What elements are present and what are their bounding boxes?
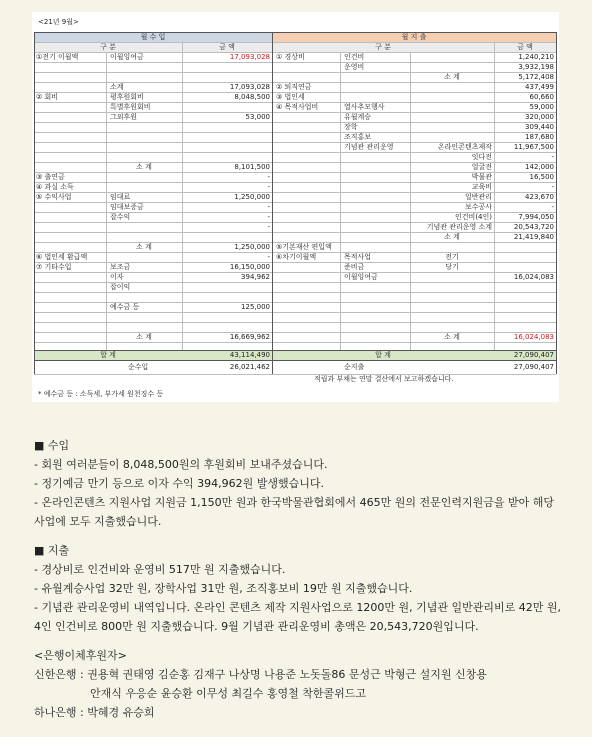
expense-amount: 11,967,500	[513, 143, 554, 151]
expense-heading: ■ 지출	[34, 544, 70, 557]
income-note: - 정기예금 만기 등으로 이자 수익 394,962원 발생했습니다.	[34, 477, 324, 490]
income-subtotal-label: 소 계	[136, 243, 152, 251]
expense-item: 운영비	[344, 63, 365, 71]
income-amount: -	[267, 213, 270, 221]
expense-amount: 16,024,083	[513, 273, 554, 281]
expense-category: ④ 목적사업비	[276, 103, 319, 111]
net-expense-amount: 27,090,407	[513, 363, 554, 371]
net-expense-label: 순지출	[344, 363, 365, 371]
expense-subitem: 교육비	[471, 183, 492, 191]
expense-subitem: 당기	[445, 263, 459, 271]
income-category: ② 회비	[36, 93, 59, 101]
income-amount: 16,669,962	[229, 333, 270, 341]
expense-subtotal-label: 기념관 관리운영 소계	[426, 223, 492, 231]
expense-item: 이월잉여금	[344, 273, 378, 281]
income-amount: 53,000	[245, 113, 270, 121]
expense-item: 준비금	[344, 263, 365, 271]
expense-subitem: 얼굴전	[471, 163, 492, 171]
expense-subitem: 일반관리	[464, 193, 492, 201]
income-item: 소계	[110, 83, 124, 91]
income-note: - 회원 여러분들이 8,048,500원의 후원회비 보내주셨습니다.	[34, 458, 328, 471]
expense-amount: 320,000	[525, 113, 554, 121]
expense-amount: 60,660	[529, 93, 554, 101]
expense-amount: 423,670	[525, 193, 554, 201]
income-col-amount: 금 액	[219, 43, 235, 51]
income-amount: 8,048,500	[234, 93, 270, 101]
income-item: 임대료	[110, 193, 131, 201]
expense-item: 유월계승	[344, 113, 372, 121]
expense-amount: 309,440	[525, 123, 554, 131]
expense-amount: 3,932,198	[518, 63, 554, 71]
income-category: ④ 과실 소득	[36, 183, 74, 191]
income-note: - 온라인콘텐츠 지원사업 지원금 1,150만 원과 한국박물관협회에서 465만 원의 전문인력지원금을 받아 해당 사업에 모두 지출했습니다.	[34, 496, 554, 528]
expense-amount: 437,499	[525, 83, 554, 91]
income-amount: 394,962	[241, 273, 270, 281]
donor-list-hana: 하나은행 : 박혜경 유승희	[34, 706, 155, 719]
income-category: ⑥ 법인세 환급액	[36, 253, 88, 261]
expense-amount: 16,024,083	[513, 333, 554, 341]
expense-subitem: 인건비(4인)	[455, 213, 492, 221]
sheet-footnote: * 예수금 등 : 소득세, 부가세 원천징수 등	[38, 390, 164, 398]
expense-subtotal-label: 소 계	[444, 233, 460, 241]
expense-item: 목적사업	[344, 253, 372, 261]
income-category: ⑤ 수익사업	[36, 193, 72, 201]
net-income-amount: 26,021,462	[229, 363, 270, 371]
expense-total-label: 합 계	[375, 351, 391, 359]
income-item: 예수금 등	[110, 303, 140, 311]
expense-amount: 16,500	[529, 173, 554, 181]
expense-subitem: 온라인콘텐츠제작	[437, 143, 492, 151]
expense-col-item: 구 분	[375, 43, 391, 51]
income-amount: -	[267, 253, 270, 261]
income-total-amount: 43,114,490	[229, 351, 270, 359]
income-amount: 8,101,500	[234, 163, 270, 171]
income-amount: 1,250,000	[234, 243, 270, 251]
income-amount: 17,093,028	[229, 83, 270, 91]
income-subtotal-label: 소 계	[136, 333, 152, 341]
expense-subitem: 잇다전	[471, 153, 492, 161]
income-amount: -	[267, 183, 270, 191]
income-subtotal-label: 소 계	[136, 163, 152, 171]
expense-note: - 경상비로 인건비와 운영비 517만 원 지출했습니다.	[34, 563, 286, 576]
income-category: ①전기 이월액	[36, 53, 79, 61]
expense-amount: 20,543,720	[513, 223, 554, 231]
income-item: 임대보증금	[110, 203, 144, 211]
income-item: 특별후원회비	[110, 103, 151, 111]
income-total-label: 합 계	[100, 351, 116, 359]
expense-subtotal-label: 소 계	[444, 73, 460, 81]
report-note: 적립과 부채는 연말 결산에서 보고하겠습니다.	[314, 375, 454, 383]
expense-note: - 기념관 관리운영비 내역입니다. 온라인 콘텐츠 제작 지원사업으로 1200만 원, 기념관 일반관리비로 42만 원, 4인 인건비로 800만 원 지출했습니다. 9월 기념관 관리운영비 총액은 20,543,720원입니다.	[34, 601, 561, 633]
expense-section-title: 월 지 출	[401, 33, 427, 41]
income-item: 잡이익	[110, 283, 131, 291]
income-col-item: 구 분	[100, 43, 116, 51]
expense-amount: 187,680	[525, 133, 554, 141]
expense-item: 인건비	[344, 53, 365, 61]
expense-amount: 21,419,840	[513, 233, 554, 241]
income-category: ③ 출연금	[36, 173, 65, 181]
income-item: 평후원회비	[110, 93, 144, 101]
income-item: 잡수익	[110, 213, 131, 221]
income-amount: -	[267, 203, 270, 211]
income-amount: 125,000	[241, 303, 270, 311]
expense-amount: 5,172,408	[518, 73, 554, 81]
expense-amount: 59,000	[529, 103, 554, 111]
expense-category: ⑤기본재산 편입액	[276, 243, 332, 251]
expense-category: ② 퇴직연금	[276, 83, 312, 91]
expense-amount: -	[551, 183, 554, 191]
expense-category: ① 경상비	[276, 53, 305, 61]
expense-total-amount: 27,090,407	[513, 351, 554, 359]
income-amount: -	[267, 223, 270, 231]
income-section-title: 월 수 입	[140, 33, 166, 41]
expense-item: 기념관 관리운영	[344, 143, 394, 151]
month-label: <21년 9월>	[38, 18, 79, 26]
expense-amount: -	[551, 153, 554, 161]
expense-amount: 7,994,050	[518, 213, 554, 221]
net-income-label: 순수입	[128, 363, 149, 371]
expense-amount: 1,240,210	[518, 53, 554, 61]
expense-category: ⑥차기이월액	[276, 253, 317, 261]
expense-subitem: 박물관	[471, 173, 492, 181]
expense-item: 조직홍보	[344, 133, 372, 141]
expense-col-amount: 금 액	[517, 43, 533, 51]
donor-heading: <은행이체후원자>	[34, 649, 127, 662]
income-item: 보조금	[110, 263, 131, 271]
income-amount: 17,093,028	[229, 53, 270, 61]
expense-item: 장학	[344, 123, 358, 131]
expense-item: 열사추모행사	[344, 103, 385, 111]
income-item: 이자	[110, 273, 124, 281]
expense-category: ③ 법인세	[276, 93, 305, 101]
expense-subitem: 보수공사	[464, 203, 492, 211]
income-amount: 16,150,000	[229, 263, 270, 271]
expense-subtotal-label: 소 계	[444, 333, 460, 341]
expense-amount: 142,000	[525, 163, 554, 171]
income-item: 그외후원	[110, 113, 138, 121]
income-category: ⑦ 기타수입	[36, 263, 72, 271]
income-item: 이월잉여금	[110, 53, 144, 61]
income-amount: 1,250,000	[234, 193, 270, 201]
expense-note: - 유월계승사업 32만 원, 장학사업 31만 원, 조직홍보비 19만 원 지출했습니다.	[34, 582, 413, 595]
income-heading: ■ 수입	[34, 439, 70, 452]
income-amount: -	[267, 173, 270, 181]
donor-list-shinhan-cont: 안재식 우응순 윤승환 이무성 최길수 홍영철 착한콜위드고	[90, 687, 367, 700]
expense-subitem: 전기	[445, 253, 459, 261]
budget-sheet	[32, 12, 559, 402]
donor-list-shinhan: 신한은행 : 권용혁 권태영 김순홍 김재구 나상명 나용준 노돗돌86 문성근 박형근 설지원 신창용	[34, 668, 487, 681]
expense-amount: -	[551, 203, 554, 211]
notes-section	[34, 436, 564, 722]
